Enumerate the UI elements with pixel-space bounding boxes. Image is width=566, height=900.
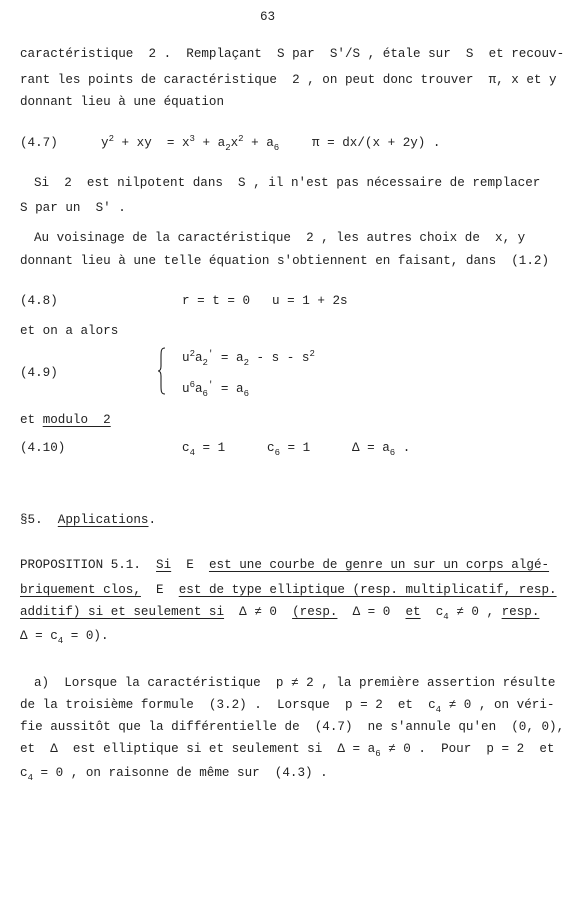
text-line: briquement clos, E est de type elliptique (resp. multiplicatif, resp. — [20, 583, 557, 597]
text-line: S par un S' . — [20, 201, 126, 215]
text-line: PROPOSITION 5.1. Si E est une courbe de genre un sur un corps algé- — [20, 558, 550, 572]
brace-icon — [157, 347, 167, 395]
text-line: a) Lorsque la caractéristique p ≠ 2 , la première assertion résulte — [34, 676, 556, 690]
equation-body: $\Delta = a_6$ . — [352, 441, 411, 458]
text-line: $c_4 = 0$ , on raisonne de même sur (4.3) . — [20, 766, 328, 783]
text-line: et modulo 2 — [20, 413, 111, 427]
equation-label: (4.8) — [20, 294, 58, 308]
equation-label: (4.10) — [20, 441, 66, 455]
text-line: et Δ est elliptique si et seulement si $\Delta = a_6 \ne 0$ . Pour p = 2 et — [20, 742, 555, 759]
text-line: de la troisième formule (3.2) . Lorsque p = 2 et $c_4 \ne 0$ , on véri- — [20, 698, 555, 715]
equation-body: r = t = 0 — [182, 294, 251, 308]
equation-label: (4.7) — [20, 136, 58, 150]
equation-body: $c_6 = 1$ — [267, 441, 311, 458]
equation-line: $u^2a_2' = a_2 - s - s^2$ — [182, 349, 315, 368]
text-line: fie aussitôt que la différentielle de (4.7) ne s'annule qu'en (0, 0), — [20, 720, 565, 734]
text-line: caractéristique 2 . Remplaçant S par S'/S , étale sur S et recouv- — [20, 47, 565, 61]
equation-body: $y^2$ + xy = $x^3 + a_2x^2 + a_6$ — [101, 134, 280, 153]
text-line: additif) si et seulement si Δ ≠ 0 (resp. Δ = 0 et $c_4 \ne 0$ , resp. — [20, 605, 540, 622]
equation-pi: π = dx/(x + 2y) . — [312, 136, 441, 150]
text-line: donnant lieu à une telle équation s'obtiennent en faisant, dans (1.2) — [20, 254, 550, 268]
text-line: donnant lieu à une équation — [20, 95, 225, 109]
text-line: Au voisinage de la caractéristique 2 , les autres choix de x, y — [34, 231, 526, 245]
equation-label: (4.9) — [20, 366, 58, 380]
page-number: 63 — [260, 10, 276, 24]
text-line: rant les points de caractéristique 2 , on peut donc trouver π, x et y — [20, 73, 557, 87]
section-heading: §5. Applications. — [20, 513, 157, 527]
text-line: $\Delta = c_4 = 0$). — [20, 629, 109, 646]
text-line: et on a alors — [20, 324, 119, 338]
text-line: Si 2 est nilpotent dans S , il n'est pas nécessaire de remplacer — [34, 176, 541, 190]
equation-body: u = 1 + 2s — [272, 294, 348, 308]
equation-line: $u^6a_6' = a_6$ — [182, 380, 249, 399]
equation-body: $c_4 = 1$ — [182, 441, 226, 458]
